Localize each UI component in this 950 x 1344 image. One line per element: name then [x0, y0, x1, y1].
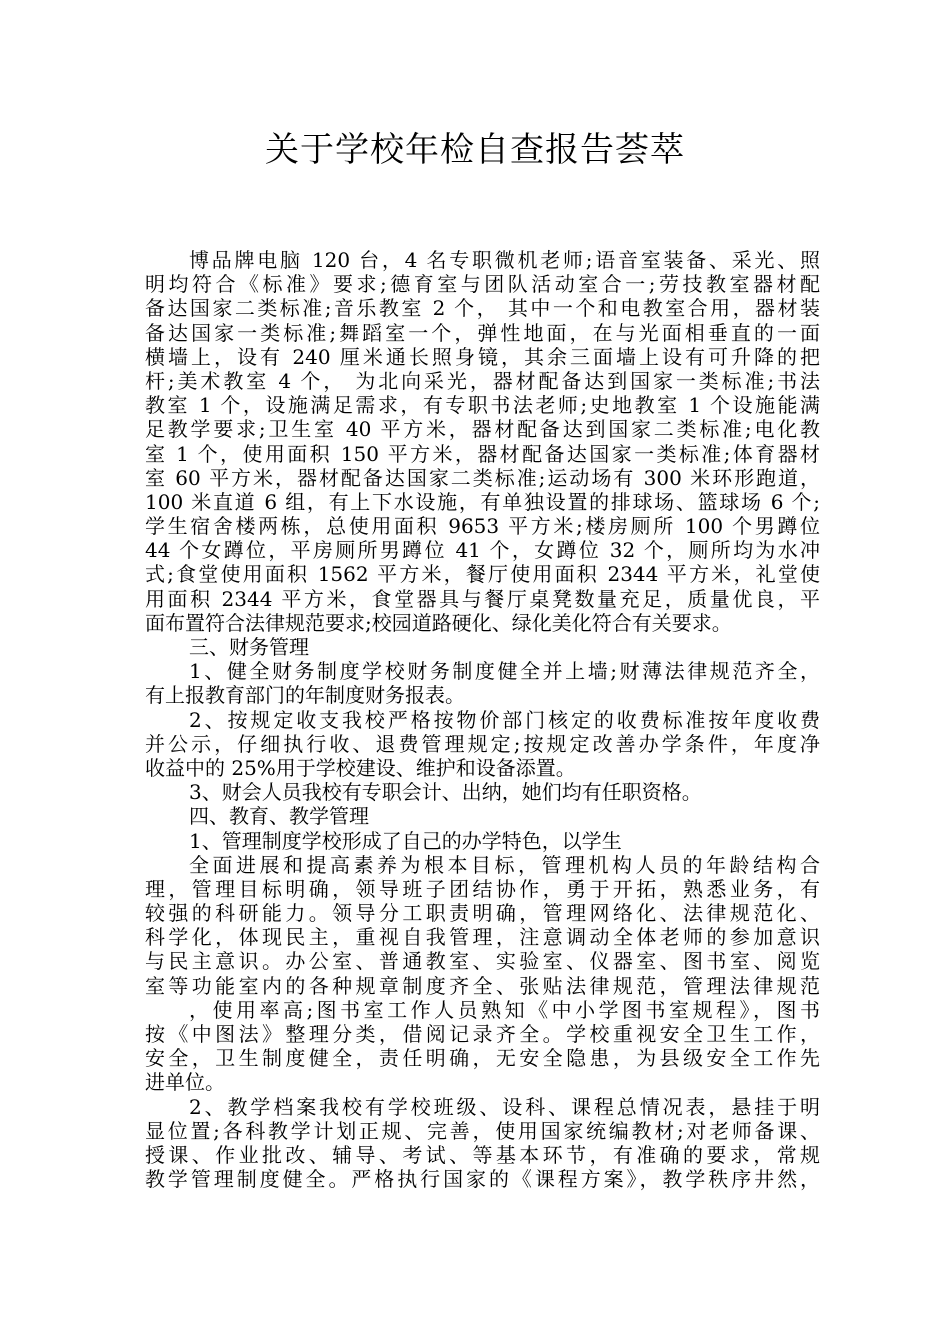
text-line: 进单位。 — [145, 1070, 225, 1095]
text-line: 足教学要求;卫生室 40 平方米，器材配备达到国家二类标准;电化教 — [145, 417, 820, 442]
text-line: 3、财会人员我校有专职会计、出纳，她们均有任职资格。 — [189, 780, 702, 805]
text-line: 明均符合《标准》要求;德育室与团队活动室合一;劳技教室器材配 — [145, 272, 820, 297]
document-body — [145, 248, 820, 1191]
document-title: 关于学校年检自查报告荟萃 — [265, 130, 685, 170]
text-line: 室 1 个，使用面积 150 平方米，器材配备达国家一类标准;体育器材 — [145, 441, 820, 466]
text-line: 有上报教育部门的年制度财务报表。 — [145, 683, 465, 708]
text-line: 室 60 平方米，器材配备达国家二类标准;运动场有 300 米环形跑道， — [145, 465, 820, 490]
text-line: 100 米直道 6 组，有上下水设施，有单独设置的排球场、篮球场 6 个; — [145, 489, 820, 514]
text-line: 1、管理制度学校形成了自己的办学特色，以学生 — [189, 828, 622, 853]
text-line: ，使用率高;图书室工作人员熟知《中小学图书室规程》，图书 — [189, 997, 820, 1022]
text-line: 博品牌电脑 120 台，4 名专职微机老师;语音室装备、采光、照 — [189, 248, 820, 272]
text-line: 学生宿舍楼两栋，总使用面积 9653 平方米;楼房厕所 100 个男蹲位 — [145, 514, 820, 539]
text-line: 横墙上，设有 240 厘米通长照身镜，其余三面墙上设有可升降的把 — [145, 344, 820, 369]
text-line: 用面积 2344 平方米，食堂器具与餐厅桌凳数量充足，质量优良，平 — [145, 586, 820, 611]
text-line: 与民主意识。办公室、普通教室、实验室、仪器室、图书室、阅览 — [145, 949, 820, 974]
text-line: 室等功能室内的各种规章制度齐全、张贴法律规范，管理法律规范 — [145, 973, 820, 998]
section-heading: 三、财务管理 — [189, 635, 309, 659]
text-line: 安全，卫生制度健全，责任明确，无安全隐患，为县级安全工作先 — [145, 1046, 820, 1071]
text-line: 2、按规定收支我校严格按物价部门核定的收费标准按年度收费 — [189, 707, 820, 732]
text-line: 收益中的 25%用于学校建设、维护和设备添置。 — [145, 755, 576, 780]
text-line: 较强的科研能力。领导分工职责明确，管理网络化、法律规范化、 — [145, 901, 820, 926]
text-line: 全面进展和提高素养为根本目标，管理机构人员的年龄结构合 — [189, 852, 820, 877]
text-line: 教室 1 个，设施满足需求，有专职书法老师;史地教室 1 个设施能满 — [145, 393, 820, 418]
text-line: 科学化，体现民主，重视自我管理，注意调动全体老师的参加意识 — [145, 925, 820, 950]
text-line: 备达国家二类标准;音乐教室 2 个， 其中一个和电教室合用，器材装 — [145, 296, 820, 321]
text-line: 备达国家一类标准;舞蹈室一个，弹性地面，在与光面相垂直的一面 — [145, 320, 820, 345]
text-line: 面布置符合法律规范要求;校园道路硬化、绿化美化符合有关要求。 — [145, 610, 732, 635]
text-line: 教学管理制度健全。严格执行国家的《课程方案》，教学秩序井然， — [145, 1167, 820, 1192]
text-line: 并公示，仔细执行收、退费管理规定;按规定改善办学条件，年度净 — [145, 731, 820, 756]
text-line: 44 个女蹲位，平房厕所男蹲位 41 个，女蹲位 32 个，厕所均为水冲 — [145, 538, 820, 563]
text-line: 2、教学档案我校有学校班级、设科、课程总情况表，悬挂于明 — [189, 1094, 820, 1119]
text-line: 理，管理目标明确，领导班子团结协作，勇于开拓，熟悉业务，有 — [145, 876, 820, 901]
text-line: 杆;美术教室 4 个， 为北向采光，器材配备达到国家一类标准;书法 — [145, 368, 820, 393]
text-line: 按《中图法》整理分类，借阅记录齐全。学校重视安全卫生工作， — [145, 1022, 820, 1046]
text-line: 显位置;各科教学计划正规、完善，使用国家统编教材;对老师备课、 — [145, 1118, 820, 1143]
text-line: 式;食堂使用面积 1562 平方米，餐厅使用面积 2344 平方米，礼堂使 — [145, 562, 820, 587]
section-heading: 四、教育、教学管理 — [189, 804, 369, 829]
text-line: 1、健全财务制度学校财务制度健全并上墙;财薄法律规范齐全， — [189, 659, 820, 684]
text-line: 授课、作业批改、辅导、考试、等基本环节，有准确的要求，常规 — [145, 1142, 820, 1167]
